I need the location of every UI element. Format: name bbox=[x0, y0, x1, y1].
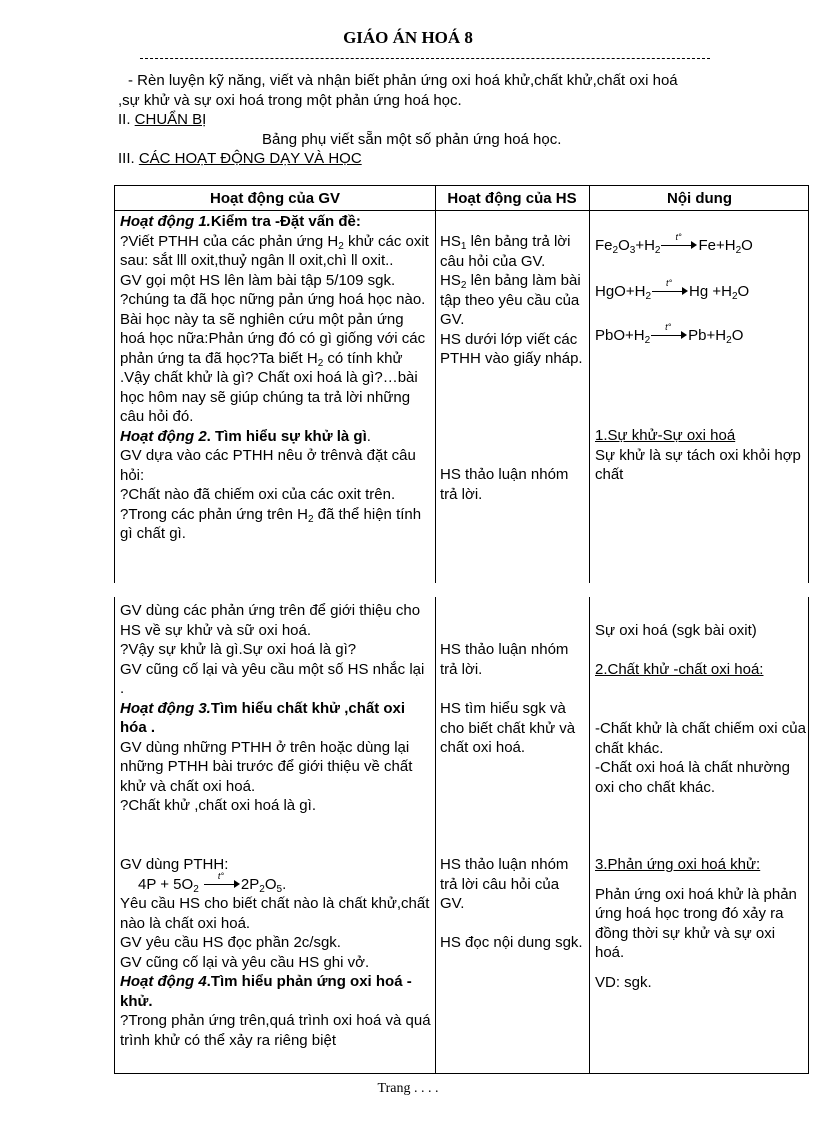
nd-equation-2: $HgO+H_2$ t° $Hg +H_2O$ bbox=[595, 278, 750, 302]
activity-4-heading: Hoạt động 4.Tìm hiểu phản ứng oxi hoá - khử. bbox=[120, 973, 412, 1010]
nd-oxidation: Sự oxi hoá (sgk bài oxit) bbox=[595, 622, 757, 639]
header-gv: Hoạt động của GV bbox=[209, 190, 340, 207]
gv-text: GV yêu cầu HS đọc phần 2c/sgk. bbox=[120, 934, 341, 951]
dashed-divider bbox=[140, 58, 710, 59]
section-2-heading bbox=[118, 110, 206, 130]
nd-section-3 bbox=[595, 855, 807, 992]
hs-answer: $HS_2$ lên bảng làm bài tập theo yêu cầu của GV. bbox=[440, 272, 581, 328]
intro-paragraph bbox=[118, 71, 728, 110]
hs-answer: HS tìm hiểu sgk và cho biết chất khử và chất oxi hoá. bbox=[440, 700, 576, 756]
intro-line-1: - Rèn luyện kỹ năng, viết và nhận biết phản ứng oxi hoá khử,chất khử,chất oxi hoá bbox=[128, 72, 678, 89]
gv-text: ?Chất khử ,chất oxi hoá là gì. bbox=[120, 797, 316, 814]
gv-text: GV dùng những PTHH ở trên hoặc dùng lại những PTHH bài trước để giới thiệu về chất khử và chất oxi hoá. bbox=[120, 738, 413, 795]
hs-answer: $HS_1$ lên bảng trả lời câu hỏi của GV. bbox=[440, 233, 571, 270]
nd-text: -Chất khử là chất chiếm oxi của chất khác. bbox=[595, 720, 806, 757]
lesson-table-part-1 bbox=[114, 185, 809, 583]
nd-section-2 bbox=[595, 660, 807, 680]
nd-section-3-title: 3.Phản ứng oxi hoá khử: bbox=[595, 856, 761, 873]
section-3-number: III. bbox=[118, 150, 139, 167]
nd-text: VD: sgk. bbox=[595, 973, 652, 991]
gv-question-1: ?Viết PTHH của các phản ứng $H_2$ khử các oxit sau: sắt lll oxit,thuỷ ngân ll oxit,chì ll oxit.. bbox=[120, 232, 429, 269]
page-footer: Trang . . . . bbox=[377, 1081, 439, 1096]
gv-text: GV gọi một HS lên làm bài tập 5/109 sgk. bbox=[120, 271, 396, 289]
section-3-heading bbox=[118, 149, 362, 169]
gv-equation: $4P + 5O_2$ t° $2P_2O_5$. bbox=[138, 870, 287, 895]
header-hs: Hoạt động của HS bbox=[447, 190, 577, 207]
hs-answer: HS thảo luận nhóm trả lời. bbox=[440, 641, 569, 678]
gv-text: GV cũng cố lại và yêu cầu HS ghi vở. bbox=[120, 953, 370, 971]
section-2-text: Bảng phụ viết sẵn một số phản ứng hoá học. bbox=[262, 131, 562, 148]
gv-activities-1 bbox=[120, 212, 432, 544]
gv-text: Bài học này ta sẽ nghiên cứu một pản ứng hoá học nữa:Phản ứng đó có gì giống với các phản ứng ta đã học?Ta biết $H_2$ có tính khử .Vậy chất khử là gì? Chất oxi hoá là gì?…bài học hôm nay sẽ giúp chúng ta trả lời những câu hỏi đó. bbox=[120, 310, 426, 425]
nd-section-1 bbox=[595, 426, 807, 485]
page-title: GIÁO ÁN HOÁ 8 bbox=[343, 28, 473, 47]
hs-answer: HS dưới lớp viết các PTHH vào giấy nháp. bbox=[440, 330, 583, 367]
reaction-arrow-icon: t° bbox=[652, 287, 688, 297]
nd-equation-3: $PbO+H_2$ t° $Pb+H_2O$ bbox=[595, 322, 744, 346]
nd-text: Phản ứng oxi hoá khử là phản ứng hoá học trong đó xảy ra đồng thời sự khử và sự oxi hoá. bbox=[595, 885, 797, 961]
reaction-arrow-icon: t° bbox=[661, 241, 697, 251]
activity-2-heading: Hoạt động 2. Tìm hiểu sự khử là gì. bbox=[120, 427, 371, 445]
nd-section-2-title: 2.Chất khử -chất oxi hoá: bbox=[595, 661, 764, 678]
lesson-table-part-2 bbox=[114, 597, 809, 1074]
nd-definition: Sự khử là sự tách oxi khỏi hợp chất bbox=[595, 446, 801, 483]
hs-answer: HS thảo luận nhóm trả lời câu hỏi của GV. bbox=[440, 856, 569, 912]
gv-text: ?Trong các phản ứng trên $H_2$ đã thể hiện tính gì chất gì. bbox=[120, 505, 422, 542]
gv-activities-2 bbox=[120, 601, 432, 816]
gv-text: GV dựa vào các PTHH nêu ở trênvà đặt câu hỏi: bbox=[120, 447, 416, 484]
nd-reducer-text bbox=[595, 719, 807, 797]
gv-text: ?Vậy sự khử là gì.Sự oxi hoá là gì? bbox=[120, 641, 357, 658]
gv-text: GV dùng PTHH: bbox=[120, 856, 229, 873]
intro-line-2: ,sự khử và sự oxi hoá trong một phản ứng hoá học. bbox=[118, 91, 462, 109]
nd-text: -Chất oxi hoá là chất nhường oxi cho chất khác. bbox=[595, 759, 790, 796]
gv-text: GV dùng các phản ứng trên để giới thiệu cho HS về sự khử và sữ oxi hoá. bbox=[120, 602, 421, 639]
activity-1-heading: Hoạt động 1.Kiểm tra -Đặt vấn đề: bbox=[120, 213, 361, 230]
gv-activities-3 bbox=[120, 855, 432, 1050]
hs-answer: HS đọc nội dung sgk. bbox=[440, 934, 583, 951]
header-noi-dung: Nội dung bbox=[667, 190, 732, 207]
reaction-arrow-icon: t° bbox=[204, 880, 240, 890]
gv-text: GV cũng cố lại và yêu cầu một số HS nhắc lại . bbox=[120, 660, 425, 697]
hs-activities-1 bbox=[440, 232, 586, 369]
nd-section-1-title: 1.Sự khử-Sự oxi hoá bbox=[595, 427, 736, 444]
section-2-label: CHUẨN BỊ bbox=[134, 111, 207, 128]
gv-text: ?Trong phản ứng trên,quá trình oxi hoá và quá trình khử có thể xảy ra riêng biệt bbox=[120, 1012, 431, 1049]
section-3-label: CÁC HOẠT ĐỘNG DẠY VÀ HỌC bbox=[138, 150, 362, 167]
gv-text: ?chúng ta đã học nững pản ứng hoá học nào. bbox=[120, 291, 426, 308]
reaction-arrow-icon: t° bbox=[651, 331, 687, 341]
gv-text: Yêu cầu HS cho biết chất nào là chất khử,chất nào là chất oxi hoá. bbox=[120, 895, 430, 932]
nd-equation-1: $Fe_2O_3+H_2$ t° $Fe+H_2O$ bbox=[595, 232, 753, 256]
gv-text: ?Chất nào đã chiếm oxi của các oxit trên. bbox=[120, 486, 396, 503]
activity-3-heading: Hoạt động 3.Tìm hiểu chất khử ,chất oxi hóa . bbox=[120, 699, 406, 736]
section-2-number: II. bbox=[118, 111, 135, 128]
hs-answer: HS thảo luận nhóm trả lời. bbox=[440, 466, 569, 503]
